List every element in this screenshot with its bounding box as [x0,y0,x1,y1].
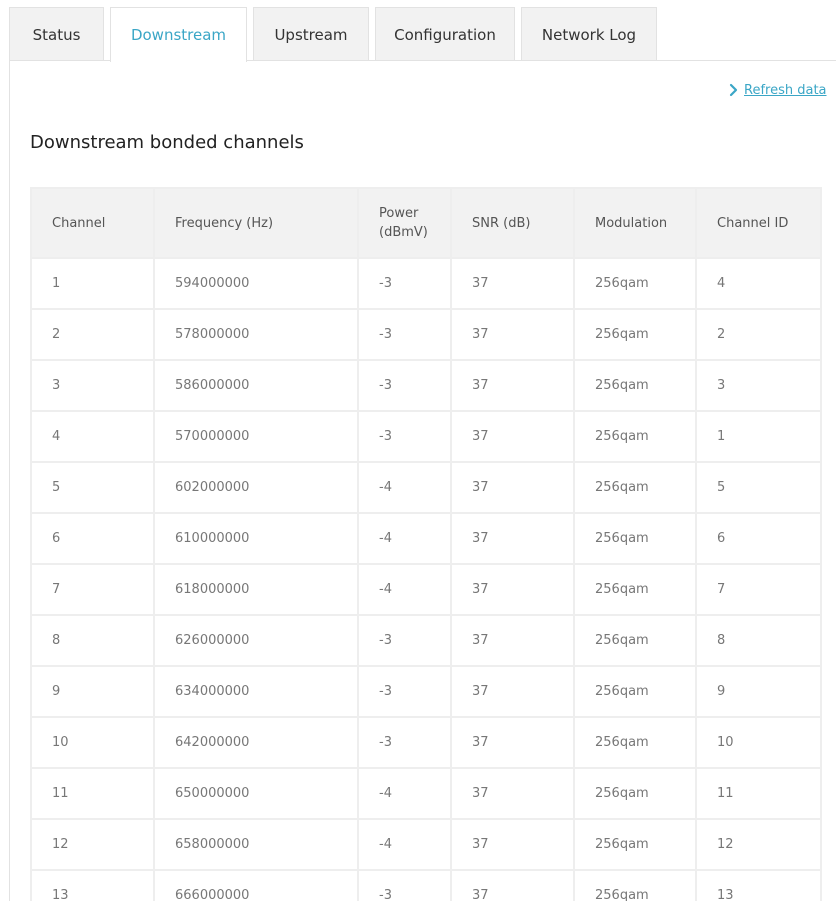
table-cell: 256qam [574,819,696,870]
column-header: Frequency (Hz) [154,188,358,258]
column-header: SNR (dB) [451,188,574,258]
table-cell: 9 [696,666,821,717]
table-row [31,564,821,615]
table-cell: 5 [696,462,821,513]
table-cell: 4 [31,411,154,462]
tab-label: Downstream [130,26,227,44]
tab-configuration[interactable] [375,7,515,61]
table-cell: 1 [696,411,821,462]
table-cell: 610000000 [154,513,358,564]
table-cell: -3 [358,309,451,360]
table-cell: 256qam [574,360,696,411]
table-cell: 7 [31,564,154,615]
table-cell: 658000000 [154,819,358,870]
table-cell: 256qam [574,615,696,666]
chevron-right-icon [727,82,741,98]
section-title: Downstream bonded channels [30,132,304,153]
table-cell: 37 [451,666,574,717]
table-cell: 586000000 [154,360,358,411]
table-cell: -4 [358,462,451,513]
tab-upstream[interactable] [253,7,369,61]
table-cell: 10 [31,717,154,768]
table-cell: 578000000 [154,309,358,360]
table-cell: 37 [451,258,574,309]
table-cell: 11 [31,768,154,819]
table-cell: 37 [451,768,574,819]
tab-network-log[interactable] [521,7,657,61]
table-cell: 10 [696,717,821,768]
table-row [31,666,821,717]
table-cell: 11 [696,768,821,819]
refresh-data-link[interactable] [727,82,827,98]
table-cell: 594000000 [154,258,358,309]
table-cell: -4 [358,564,451,615]
table-cell: 37 [451,615,574,666]
refresh-data-label: Refresh data [744,82,827,98]
table-cell: 6 [696,513,821,564]
table-cell: 37 [451,513,574,564]
table-cell: 256qam [574,513,696,564]
table-cell: 37 [451,309,574,360]
table-header-row [31,188,821,258]
tab-bar [9,7,663,61]
tab-label: Configuration [394,25,496,44]
column-header: Channel [31,188,154,258]
table-cell: 666000000 [154,870,358,901]
table-row [31,870,821,901]
table-cell: 13 [696,870,821,901]
table-cell: 3 [696,360,821,411]
column-header: Modulation [574,188,696,258]
table-cell: 37 [451,564,574,615]
table-row [31,462,821,513]
column-header: Power (dBmV) [358,188,451,258]
table-cell: 602000000 [154,462,358,513]
table-cell: 634000000 [154,666,358,717]
table-cell: 37 [451,819,574,870]
table-cell: -3 [358,666,451,717]
table-cell: 626000000 [154,615,358,666]
table-cell: 2 [696,309,821,360]
table-cell: -3 [358,615,451,666]
table-cell: 570000000 [154,411,358,462]
table-cell: 37 [451,870,574,901]
table-cell: 37 [451,411,574,462]
table-cell: 7 [696,564,821,615]
table-cell: 4 [696,258,821,309]
table-cell: 256qam [574,411,696,462]
channels-table-container [30,187,820,901]
table-cell: -3 [358,411,451,462]
table-cell: 12 [31,819,154,870]
tab-label: Status [32,25,81,44]
table-cell: -4 [358,513,451,564]
table-row [31,513,821,564]
table-cell: 618000000 [154,564,358,615]
table-cell: 8 [696,615,821,666]
table-row [31,258,821,309]
table-cell: 37 [451,360,574,411]
table-cell: 1 [31,258,154,309]
table-cell: 256qam [574,768,696,819]
table-cell: -4 [358,819,451,870]
tab-label: Upstream [274,25,348,44]
table-cell: -3 [358,870,451,901]
column-header: Channel ID [696,188,821,258]
downstream-channels-table [30,187,822,901]
table-cell: 37 [451,717,574,768]
tab-status[interactable] [9,7,104,61]
tab-downstream[interactable] [110,7,247,62]
table-cell: -3 [358,717,451,768]
table-cell: 12 [696,819,821,870]
table-cell: 9 [31,666,154,717]
tab-label: Network Log [541,25,637,44]
table-row [31,717,821,768]
table-cell: 8 [31,615,154,666]
table-cell: 256qam [574,258,696,309]
table-cell: 37 [451,462,574,513]
table-cell: 13 [31,870,154,901]
table-row [31,768,821,819]
table-row [31,819,821,870]
table-cell: 256qam [574,564,696,615]
table-cell: 256qam [574,309,696,360]
table-row [31,411,821,462]
table-cell: -3 [358,360,451,411]
table-cell: 256qam [574,717,696,768]
table-cell: 3 [31,360,154,411]
table-cell: 5 [31,462,154,513]
table-row [31,360,821,411]
table-cell: -4 [358,768,451,819]
table-cell: 6 [31,513,154,564]
table-cell: 256qam [574,870,696,901]
table-cell: 2 [31,309,154,360]
table-body [31,258,821,901]
table-row [31,615,821,666]
table-cell: 650000000 [154,768,358,819]
table-cell: 642000000 [154,717,358,768]
table-cell: 256qam [574,666,696,717]
table-cell: -3 [358,258,451,309]
table-row [31,309,821,360]
table-cell: 256qam [574,462,696,513]
